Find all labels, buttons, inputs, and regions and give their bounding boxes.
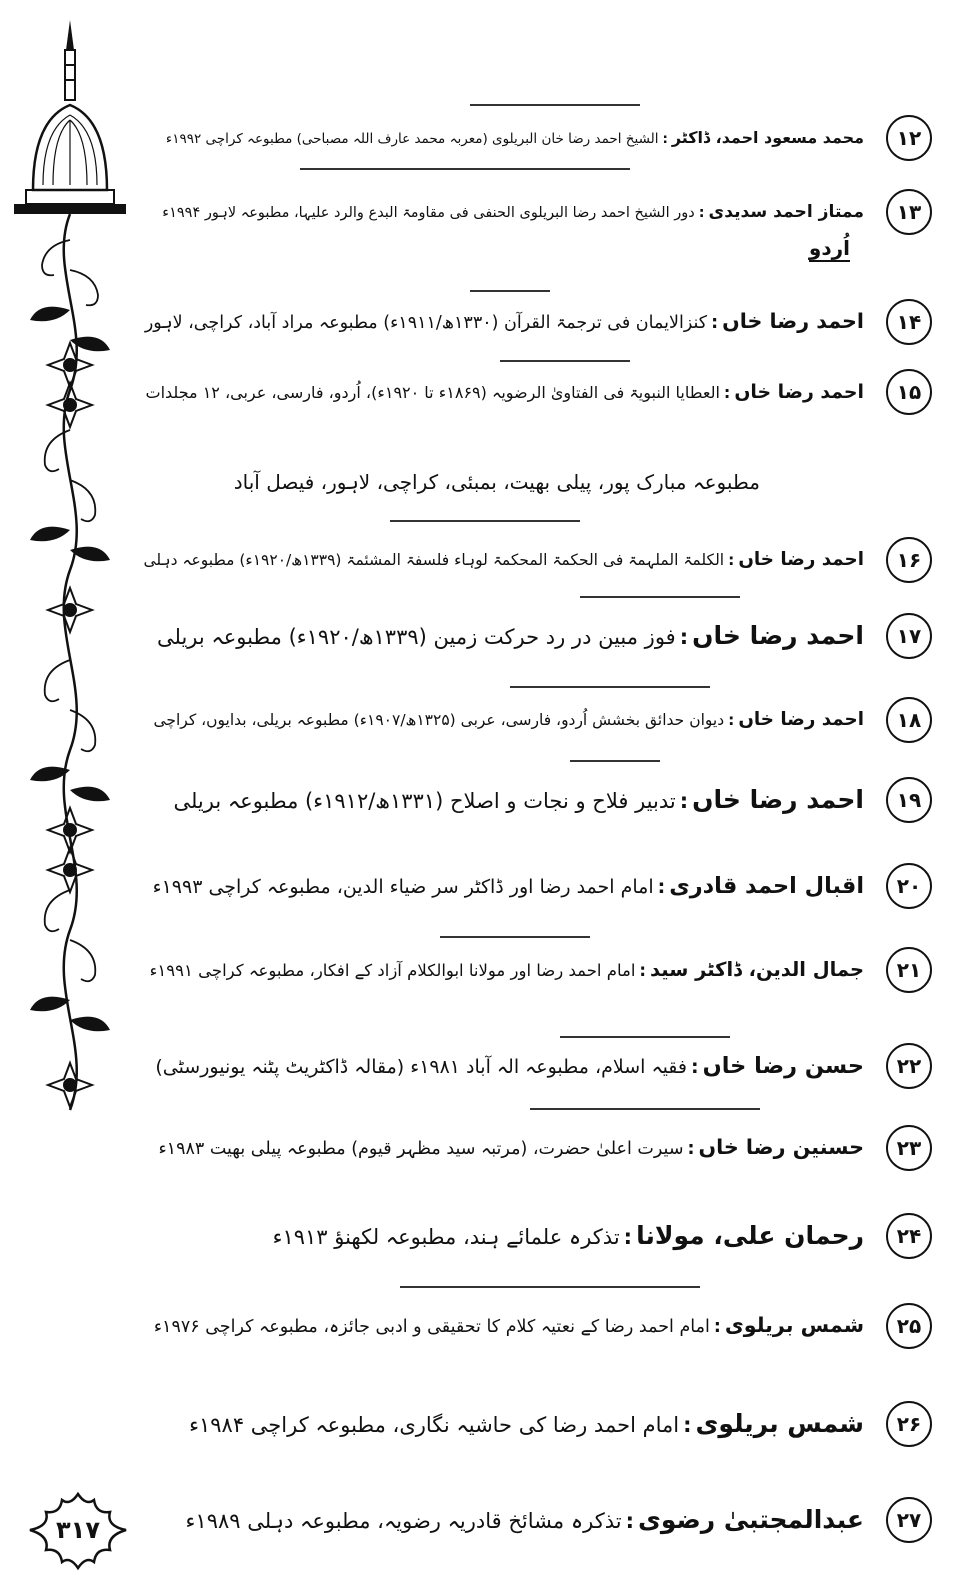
overline-rule bbox=[570, 760, 660, 762]
entry-author: محمد مسعود احمد، ڈاکٹر bbox=[671, 127, 864, 147]
entry-number: ۱۵ bbox=[886, 369, 932, 415]
entry-text: عبدالمجتبیٰ رضوی:تذکرہ مشائخ قادریہ رضویہ، مطبوعہ دہلی ۱۹۸۹ء bbox=[185, 1504, 864, 1534]
entry-author: احمد رضا خاں bbox=[692, 784, 864, 814]
entry-text: شمس بریلوی:امام احمد رضا کے نعتیہ کلام کا تحقیقی و ادبی جائزہ، مطبوعہ کراچی ۱۹۷۶ء bbox=[153, 1313, 864, 1337]
overline-rule bbox=[470, 104, 640, 106]
entry-number: ۱۹ bbox=[886, 777, 932, 823]
entry-author: احمد رضا خاں bbox=[738, 549, 864, 570]
entry-text: احمد رضا خاں:تدبیر فلاح و نجات و اصلاح (۱۳۳۱ھ/۱۹۱۲ء) مطبوعہ بریلی bbox=[173, 784, 864, 814]
entry-text: احمد رضا خاں:کنزالایمان فی ترجمۃ القرآن (۱۳۳۰ھ/۱۹۱۱ء) مطبوعہ مراد آباد، کراچی، لاہور bbox=[144, 309, 864, 333]
bibliography-entry bbox=[140, 530, 932, 590]
entry-text: احمد رضا خاں:فوز مبین در رد حرکت زمین (۱۳۳۹ھ/۱۹۲۰ء) مطبوعہ بریلی bbox=[156, 620, 864, 650]
entry-text: جمال الدین، ڈاکٹر سید:امام احمد رضا اور مولانا ابوالکلام آزاد کے افکار، مطبوعہ کراچی ۱۹۹۱ء bbox=[149, 957, 864, 981]
entry-author: احمد رضا خاں bbox=[722, 309, 864, 333]
entry-author: اقبال احمد قادری bbox=[669, 872, 864, 899]
entry-number: ۲۶ bbox=[886, 1401, 932, 1447]
entry-continuation: مطبوعہ مبارک پور، پیلی بھیت، بمبئی، کراچی، لاہور، فیصل آباد bbox=[233, 470, 760, 494]
entry-number: ۲۷ bbox=[886, 1497, 932, 1543]
entry-title: کنزالایمان فی ترجمۃ القرآن (۱۳۳۰ھ/۱۹۱۱ء) مطبوعہ مراد آباد، کراچی، لاہور bbox=[144, 313, 708, 333]
entry-author: حسن رضا خاں bbox=[702, 1052, 864, 1079]
entry-text: حسنین رضا خاں:سیرت اعلیٰ حضرت، (مرتبہ سید مظہر قیوم) مطبوعہ پیلی بھیت ۱۹۸۳ء bbox=[158, 1135, 864, 1159]
entry-number: ۲۵ bbox=[886, 1303, 932, 1349]
entry-title: تدبیر فلاح و نجات و اصلاح (۱۳۳۱ھ/۱۹۱۲ء) مطبوعہ بریلی bbox=[173, 788, 676, 813]
entry-number: ۱۷ bbox=[886, 613, 932, 659]
entry-number: ۱۲ bbox=[886, 115, 932, 161]
bibliography-entry bbox=[140, 292, 932, 352]
overline-rule bbox=[440, 936, 590, 938]
minaret-vine-border-ornament bbox=[8, 10, 128, 1140]
entry-number: ۲۳ bbox=[886, 1125, 932, 1171]
entry-title: امام احمد رضا کی حاشیہ نگاری، مطبوعہ کراچی ۱۹۸۴ء bbox=[189, 1412, 680, 1437]
entry-title: دور الشیخ احمد رضا البریلوی الحنفی فی مقاومۃ البدع والرد علیہا، مطبوعہ لاہور ۱۹۹۴ء bbox=[162, 204, 695, 221]
overline-rule bbox=[530, 1108, 760, 1110]
bibliography-entry bbox=[140, 856, 932, 916]
entry-number: ۱۴ bbox=[886, 299, 932, 345]
entry-author: رحمان علی، مولانا bbox=[636, 1220, 864, 1250]
entry-title: دیوان حدائق بخشش اُردو، فارسی، عربی (۱۳۲۵ھ/۱۹۰۷ء) مطبوعہ بریلی، بدایوں، کراچی bbox=[153, 711, 725, 729]
entry-author: احمد رضا خاں bbox=[734, 380, 864, 403]
entry-text: احمد رضا خاں:الکلمۃ الملہمۃ فی الحکمۃ المحکمۃ لوہاء فلسفۃ المشئمۃ (۱۳۳۹ھ/۱۹۲۰ء) مطبوعہ دہلی bbox=[143, 549, 864, 570]
entry-text: اقبال احمد قادری:امام احمد رضا اور ڈاکٹر سر ضیاء الدین، مطبوعہ کراچی ۱۹۹۳ء bbox=[152, 872, 864, 899]
entry-number: ۱۸ bbox=[886, 697, 932, 743]
entry-text: احمد رضا خاں:دیوان حدائق بخشش اُردو، فارسی، عربی (۱۳۲۵ھ/۱۹۰۷ء) مطبوعہ بریلی، بدایوں، کراچی bbox=[153, 709, 864, 730]
entry-title: امام احمد رضا اور ڈاکٹر سر ضیاء الدین، مطبوعہ کراچی ۱۹۹۳ء bbox=[152, 875, 654, 898]
entry-title: الکلمۃ الملہمۃ فی الحکمۃ المحکمۃ لوہاء فلسفۃ المشئمۃ (۱۳۳۹ھ/۱۹۲۰ء) مطبوعہ دہلی bbox=[143, 551, 725, 569]
bibliography-entry bbox=[140, 1490, 932, 1550]
entry-author: جمال الدین، ڈاکٹر سید bbox=[650, 957, 864, 981]
bibliography-entry bbox=[140, 1118, 932, 1178]
bibliography-entry bbox=[140, 182, 932, 242]
entry-text: ممتاز احمد سدیدی:دور الشیخ احمد رضا البریلوی الحنفی فی مقاومۃ البدع والرد علیہا، مطبوعہ لاہور ۱۹۹۴ء bbox=[162, 201, 864, 222]
bibliography-entry bbox=[140, 362, 932, 422]
entry-text: رحمان علی، مولانا:تذکرہ علمائے ہند، مطبوعہ لکھنؤ ۱۹۱۳ء bbox=[272, 1220, 864, 1250]
entry-author: حسنین رضا خاں bbox=[698, 1135, 864, 1159]
entry-author: شمس بریلوی bbox=[695, 1408, 864, 1438]
entry-text: شمس بریلوی:امام احمد رضا کی حاشیہ نگاری، مطبوعہ کراچی ۱۹۸۴ء bbox=[189, 1408, 864, 1438]
entry-author: عبدالمجتبیٰ رضوی bbox=[637, 1504, 864, 1534]
section-label: اُردو bbox=[808, 236, 850, 260]
overline-rule bbox=[400, 1286, 700, 1288]
entry-number: ۲۲ bbox=[886, 1043, 932, 1089]
entry-text: احمد رضا خاں:العطایا النبویۃ فی الفتاویٰ الرضویہ (۱۸۶۹ء تا ۱۹۲۰ء)، اُردو، فارسی، عربی، ۱۲ مجلدات bbox=[145, 380, 864, 403]
entry-title: امام احمد رضا کے نعتیہ کلام کا تحقیقی و ادبی جائزہ، مطبوعہ کراچی ۱۹۷۶ء bbox=[153, 1317, 710, 1337]
entry-number: ۲۱ bbox=[886, 947, 932, 993]
entry-text: حسن رضا خاں:فقیہ اسلام، مطبوعہ الہ آباد ۱۹۸۱ء (مقالہ ڈاکٹریٹ پٹنہ یونیورسٹی) bbox=[155, 1052, 864, 1079]
entry-title: تذکرہ مشائخ قادریہ رضویہ، مطبوعہ دہلی ۱۹۸۹ء bbox=[185, 1508, 622, 1533]
bibliography-entry bbox=[140, 1036, 932, 1096]
bibliography-entry bbox=[140, 108, 932, 168]
bibliography-entry bbox=[140, 1394, 932, 1454]
overline-rule bbox=[300, 168, 630, 170]
overline-rule bbox=[580, 596, 740, 598]
entry-title: فقیہ اسلام، مطبوعہ الہ آباد ۱۹۸۱ء (مقالہ ڈاکٹریٹ پٹنہ یونیورسٹی) bbox=[155, 1055, 688, 1078]
entry-text: محمد مسعود احمد، ڈاکٹر:الشیخ احمد رضا خان البریلوی (معربہ محمد عارف اللہ مصباحی) مطبوعہ کراچی ۱۹۹۲ء bbox=[165, 127, 864, 147]
entry-title: سیرت اعلیٰ حضرت، (مرتبہ سید مظہر قیوم) مطبوعہ پیلی بھیت ۱۹۸۳ء bbox=[158, 1139, 684, 1159]
entry-title: فوز مبین در رد حرکت زمین (۱۳۳۹ھ/۱۹۲۰ء) مطبوعہ بریلی bbox=[156, 624, 676, 649]
bibliography-entry bbox=[140, 770, 932, 830]
entry-title: تذکرہ علمائے ہند، مطبوعہ لکھنؤ ۱۹۱۳ء bbox=[272, 1224, 620, 1249]
entry-number: ۱۶ bbox=[886, 537, 932, 583]
entry-author: احمد رضا خاں bbox=[692, 620, 864, 650]
overline-rule bbox=[510, 686, 710, 688]
bibliography-entry bbox=[140, 606, 932, 666]
bibliography-entry bbox=[140, 690, 932, 750]
entry-title: الشیخ احمد رضا خان البریلوی (معربہ محمد عارف اللہ مصباحی) مطبوعہ کراچی ۱۹۹۲ء bbox=[165, 130, 659, 147]
page-number: ۳۱۷ bbox=[56, 1516, 100, 1544]
bibliography-entry bbox=[140, 1206, 932, 1266]
overline-rule bbox=[390, 520, 580, 522]
entry-number: ۲۰ bbox=[886, 863, 932, 909]
entry-author: ممتاز احمد سدیدی bbox=[708, 201, 864, 222]
bibliography-entry bbox=[140, 940, 932, 1000]
entry-number: ۲۴ bbox=[886, 1213, 932, 1259]
entry-author: شمس بریلوی bbox=[724, 1313, 864, 1337]
entry-title: العطایا النبویۃ فی الفتاویٰ الرضویہ (۱۸۶۹ء تا ۱۹۲۰ء)، اُردو، فارسی، عربی، ۱۲ مجلدات bbox=[145, 382, 720, 402]
entry-author: احمد رضا خاں bbox=[738, 709, 864, 730]
entry-title: امام احمد رضا اور مولانا ابوالکلام آزاد کے افکار، مطبوعہ کراچی ۱۹۹۱ء bbox=[149, 960, 636, 980]
entry-number: ۱۳ bbox=[886, 189, 932, 235]
bibliography-entry bbox=[140, 1296, 932, 1356]
